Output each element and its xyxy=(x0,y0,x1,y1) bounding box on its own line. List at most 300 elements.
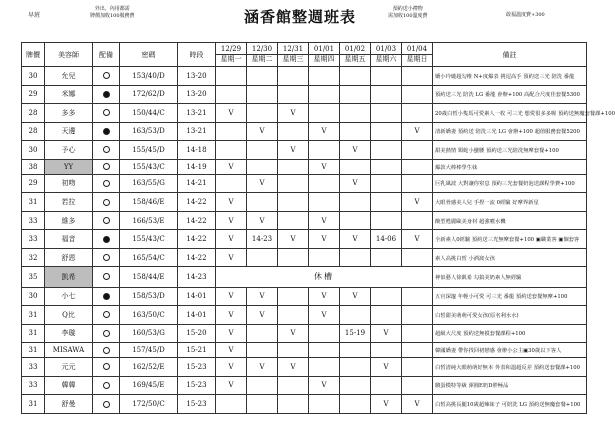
row-note: 20歲白皙小隻馬可愛素人一枚 可三光 想愛很多多喔 預約送無魔套餐課+100 xyxy=(433,104,587,123)
table-row xyxy=(22,122,587,141)
table-row xyxy=(22,193,587,212)
row-time: 14-23 xyxy=(178,267,216,287)
circle-icon xyxy=(103,109,110,116)
row-day-cell xyxy=(340,306,371,325)
day-weekday: 星期二 xyxy=(251,55,273,63)
day-weekday: 星期四 xyxy=(313,55,335,63)
row-mark xyxy=(93,85,120,104)
circle-icon xyxy=(103,72,110,79)
row-day-cell xyxy=(371,174,402,193)
row-mark xyxy=(93,395,120,414)
row-num: 32 xyxy=(22,248,45,267)
day-weekday: 星期一 xyxy=(220,55,242,63)
circle-icon xyxy=(103,199,110,206)
day-date: 12/29 xyxy=(216,45,246,55)
row-day-cell: V xyxy=(247,358,278,377)
row-num: 31 xyxy=(22,306,45,325)
row-name: 予心 xyxy=(45,141,93,160)
day-header xyxy=(371,43,402,67)
row-day-cell xyxy=(402,248,433,267)
day-header xyxy=(247,43,278,67)
row-day-cell: V xyxy=(247,122,278,141)
row-mark xyxy=(93,358,120,377)
row-num: 30 xyxy=(22,141,45,160)
day-weekday: 星期日 xyxy=(406,55,428,63)
row-day-cell xyxy=(309,174,340,193)
row-day-cell: V xyxy=(278,324,309,343)
row-num: 30 xyxy=(22,287,45,306)
row-time: 15-21 xyxy=(178,343,216,358)
row-time: 14-22 xyxy=(178,248,216,267)
row-day-cell xyxy=(371,159,402,174)
table-row xyxy=(22,358,587,377)
row-num: 38 xyxy=(22,159,45,174)
day-header xyxy=(309,43,340,67)
row-mark xyxy=(93,67,120,86)
row-day-cell xyxy=(278,122,309,141)
row-day-cell xyxy=(340,376,371,395)
day-weekday: 星期六 xyxy=(375,55,397,63)
row-note: 酸型甦麗歐美身材 超強噴水機 xyxy=(433,211,587,230)
table-row xyxy=(22,85,587,104)
row-time: 14-22 xyxy=(178,193,216,212)
row-day-cell xyxy=(216,141,247,160)
row-merged-status: 休槽 xyxy=(216,267,433,287)
row-day-cell xyxy=(309,395,340,414)
table-row xyxy=(22,141,587,160)
row-day-cell xyxy=(278,343,309,358)
row-num: 33 xyxy=(22,376,45,395)
header-service-note-line1: 外出、內用都需 xyxy=(94,6,130,12)
row-day-cell xyxy=(340,193,371,212)
row-day-cell xyxy=(278,193,309,212)
row-day-cell: V xyxy=(216,104,247,123)
circle-icon xyxy=(103,330,110,337)
row-note: 素人高挑白皙 小酒窩女孩 xyxy=(433,248,587,267)
row-day-cell xyxy=(278,306,309,325)
row-day-cell xyxy=(216,85,247,104)
row-note: 五官深邃 年輕小可愛 可三光 番龍 預約送套餐無摩+100 xyxy=(433,287,587,306)
row-day-cell xyxy=(340,395,371,414)
row-mark xyxy=(93,324,120,343)
circle-icon xyxy=(103,311,110,318)
row-time: 15-23 xyxy=(178,358,216,377)
row-time: 14-01 xyxy=(178,287,216,306)
row-time: 15-23 xyxy=(178,395,216,414)
day-date: 12/30 xyxy=(247,45,277,55)
row-note: 爆款大棒棒學生妹 xyxy=(433,159,587,174)
row-day-cell xyxy=(340,211,371,230)
table-row xyxy=(22,395,587,414)
row-day-cell: V xyxy=(216,193,247,212)
row-name: 舒曼 xyxy=(45,395,93,414)
row-mark xyxy=(93,376,120,395)
row-name: 允兒 xyxy=(45,67,93,86)
row-day-cell xyxy=(247,324,278,343)
filled-circle-icon xyxy=(103,293,110,300)
row-day-cell xyxy=(402,287,433,306)
row-name: 李璇 xyxy=(45,324,93,343)
row-code: 158/46/E xyxy=(120,193,178,212)
row-day-cell: V xyxy=(371,324,402,343)
row-day-cell: V xyxy=(309,230,340,249)
row-day-cell xyxy=(309,104,340,123)
row-day-cell xyxy=(402,358,433,377)
row-day-cell: V xyxy=(340,174,371,193)
table-row xyxy=(22,174,587,193)
row-day-cell: V xyxy=(371,358,402,377)
table-row xyxy=(22,267,587,287)
row-day-cell xyxy=(309,324,340,343)
row-day-cell xyxy=(402,174,433,193)
circle-icon xyxy=(103,217,110,224)
row-day-cell: V xyxy=(216,306,247,325)
row-day-cell: V xyxy=(309,159,340,174)
row-day-cell xyxy=(402,159,433,174)
row-day-cell: V xyxy=(247,174,278,193)
filled-circle-icon xyxy=(103,236,110,243)
row-day-cell xyxy=(216,174,247,193)
row-day-cell: 14-06 xyxy=(371,230,402,249)
day-date: 12/31 xyxy=(278,45,308,55)
row-mark xyxy=(93,104,120,123)
row-note: 白皙甜美萌萌可愛女孩(原名利水水) xyxy=(433,306,587,325)
row-day-cell: V xyxy=(247,287,278,306)
row-time: 14-22 xyxy=(178,230,216,249)
row-day-cell: V xyxy=(216,343,247,358)
row-day-cell xyxy=(340,104,371,123)
row-day-cell xyxy=(247,343,278,358)
row-day-cell: V xyxy=(309,287,340,306)
row-note: 白皙高挑長腿10歲超辣妹子 可陪洗 LG 預約送無魔套餐+100 xyxy=(433,395,587,414)
table-row xyxy=(22,343,587,358)
row-num: 33 xyxy=(22,230,45,249)
day-date: 01/03 xyxy=(371,45,401,55)
row-day-cell xyxy=(216,122,247,141)
row-day-cell xyxy=(371,306,402,325)
row-num: 31 xyxy=(22,343,45,358)
row-day-cell xyxy=(402,376,433,395)
row-num: 29 xyxy=(22,85,45,104)
row-day-cell: V xyxy=(402,122,433,141)
row-day-cell xyxy=(340,122,371,141)
row-code: 160/53/G xyxy=(120,324,178,343)
row-time: 14-22 xyxy=(178,211,216,230)
row-day-cell xyxy=(371,122,402,141)
row-day-cell xyxy=(371,193,402,212)
row-day-cell: V xyxy=(216,358,247,377)
row-day-cell xyxy=(371,287,402,306)
row-time: 15-20 xyxy=(178,324,216,343)
header-booking-note-line1: 預約送小禮物 xyxy=(392,6,423,12)
row-day-cell: V xyxy=(278,230,309,249)
col-header-code: 密碼 xyxy=(120,43,178,67)
row-time: 14-19 xyxy=(178,159,216,174)
row-day-cell: 14-23 xyxy=(247,230,278,249)
row-name: 天邊 xyxy=(45,122,93,141)
row-day-cell xyxy=(371,211,402,230)
row-day-cell xyxy=(402,211,433,230)
row-day-cell: V xyxy=(309,306,340,325)
row-mark xyxy=(93,248,120,267)
row-note: 全新素人0經驗 預約送三光無摩套餐+100 ▣職業客 ▣個套客 xyxy=(433,230,587,249)
col-header-mark: 配備 xyxy=(93,43,120,67)
row-day-cell: V xyxy=(309,211,340,230)
row-code: 158/53/D xyxy=(120,287,178,306)
row-day-cell: V xyxy=(216,287,247,306)
row-day-cell: V xyxy=(216,324,247,343)
row-day-cell xyxy=(371,376,402,395)
row-day-cell xyxy=(278,395,309,414)
row-num: 28 xyxy=(22,104,45,123)
row-day-cell xyxy=(309,85,340,104)
row-code: 172/62/D xyxy=(120,85,178,104)
row-day-cell: V xyxy=(216,230,247,249)
row-mark xyxy=(93,141,120,160)
row-day-cell xyxy=(340,248,371,267)
day-header xyxy=(216,43,247,67)
table-row xyxy=(22,248,587,267)
row-day-cell xyxy=(340,85,371,104)
row-day-cell xyxy=(371,141,402,160)
row-day-cell xyxy=(402,141,433,160)
row-num: 29 xyxy=(22,174,45,193)
row-mark xyxy=(93,193,120,212)
row-mark xyxy=(93,174,120,193)
row-day-cell xyxy=(247,193,278,212)
row-day-cell xyxy=(371,104,402,123)
row-day-cell xyxy=(371,248,402,267)
row-day-cell xyxy=(278,159,309,174)
day-weekday: 星期五 xyxy=(344,55,366,63)
circle-icon xyxy=(103,273,110,280)
row-name: YY xyxy=(45,159,93,174)
row-note: 甜美熱情 頸蛇小蠻腰 預約送三光陪洗無摩套餐+100 xyxy=(433,141,587,160)
row-mark xyxy=(93,230,120,249)
row-day-cell xyxy=(309,141,340,160)
row-code: 155/43/C xyxy=(120,159,178,174)
row-num: 31 xyxy=(22,193,45,212)
row-day-cell: V xyxy=(402,395,433,414)
row-day-cell xyxy=(402,85,433,104)
day-date: 01/04 xyxy=(402,45,432,55)
schedule-body xyxy=(22,67,615,414)
row-mark xyxy=(93,287,120,306)
row-mark xyxy=(93,122,120,141)
row-day-cell: V xyxy=(402,193,433,212)
row-note: 大眼骨感美人兒 手捏一流 0經驗 好摩界新星 xyxy=(433,193,587,212)
row-mark xyxy=(93,343,120,358)
day-header xyxy=(340,43,371,67)
row-time: 13-20 xyxy=(178,67,216,86)
row-day-cell: V xyxy=(216,159,247,174)
row-day-cell xyxy=(278,211,309,230)
row-day-cell xyxy=(402,343,433,358)
row-day-cell xyxy=(278,248,309,267)
row-day-cell xyxy=(247,67,278,86)
row-num: 31 xyxy=(22,395,45,414)
row-mark xyxy=(93,267,120,287)
row-day-cell xyxy=(371,85,402,104)
page-title: 涵香館整週班表 xyxy=(243,8,356,26)
row-code: 157/45/D xyxy=(120,343,178,358)
row-note: 超級大尺度 預約送無摸套餐課程+100 xyxy=(433,324,587,343)
row-day-cell: V xyxy=(216,211,247,230)
table-row xyxy=(22,287,587,306)
table-row xyxy=(22,159,587,174)
col-header-notes: 備註 xyxy=(433,43,587,67)
row-day-cell: V xyxy=(247,211,278,230)
row-day-cell xyxy=(278,376,309,395)
row-name: 小七 xyxy=(45,287,93,306)
row-note: 駿蛋模特等級 渾圓E奶D胖極品 xyxy=(433,376,587,395)
row-name: 米娜 xyxy=(45,85,93,104)
day-header xyxy=(278,43,309,67)
row-mark xyxy=(93,306,120,325)
shift-label: 早班 xyxy=(28,12,41,19)
header-fee-note: 敢福溫度費+300 xyxy=(506,12,545,18)
row-code: 172/50/C xyxy=(120,395,178,414)
row-day-cell: V xyxy=(278,358,309,377)
row-day-cell xyxy=(402,67,433,86)
row-day-cell xyxy=(247,104,278,123)
row-code: 155/45/D xyxy=(120,141,178,160)
row-num: 33 xyxy=(22,211,45,230)
row-time: 13-21 xyxy=(178,122,216,141)
table-row xyxy=(22,306,587,325)
row-day-cell xyxy=(402,306,433,325)
row-code: 153/40/D xyxy=(120,67,178,86)
row-num: 33 xyxy=(22,358,45,377)
row-day-cell: V xyxy=(309,122,340,141)
row-note: 白皙清純大眼萌萌好無本 外表和溫超反差 預約送套餐課+100 xyxy=(433,358,587,377)
circle-icon xyxy=(103,163,110,170)
row-code: 163/50/C xyxy=(120,306,178,325)
row-day-cell xyxy=(247,141,278,160)
row-day-cell xyxy=(402,104,433,123)
row-day-cell xyxy=(309,248,340,267)
day-date: 01/01 xyxy=(309,45,339,55)
col-header-name: 美容師 xyxy=(45,43,93,67)
row-mark xyxy=(93,211,120,230)
day-weekday: 星期三 xyxy=(282,55,304,63)
row-day-cell: V xyxy=(340,287,371,306)
row-name: 福音 xyxy=(45,230,93,249)
schedule-table xyxy=(21,42,615,414)
col-header-num: 牌價 xyxy=(22,43,45,67)
row-day-cell: V xyxy=(216,376,247,395)
header-booking-note-line2: 需加收100溫度費 xyxy=(388,13,428,19)
row-num: 31 xyxy=(22,324,45,343)
filled-circle-icon xyxy=(103,128,110,135)
row-note: 韓國嬌妻 帶你找回初戀感 會辦小公主▣30歲以下客人 xyxy=(433,343,587,358)
row-code: 165/54/C xyxy=(120,248,178,267)
row-note: 嬌小玲瓏超勾椎 N+度爆表 挑逗高手 預約送三光 陪洗 番龍 xyxy=(433,67,587,86)
table-row xyxy=(22,324,587,343)
row-day-cell xyxy=(309,358,340,377)
row-day-cell xyxy=(340,343,371,358)
table-row xyxy=(22,376,587,395)
row-num: 30 xyxy=(22,67,45,86)
row-time: 15-23 xyxy=(178,376,216,395)
row-day-cell xyxy=(278,174,309,193)
table-row xyxy=(22,230,587,249)
row-note: 神似藝人徐凱希 勾搞美奶素人無經驗 xyxy=(433,267,587,287)
header-booking-note xyxy=(388,6,428,20)
row-name: 多多 xyxy=(45,104,93,123)
row-day-cell xyxy=(371,343,402,358)
row-note: 預約送三光 陪洗 LG 番龍 會辦+100 高配合尺度佳套餐5300 xyxy=(433,85,587,104)
header-row xyxy=(22,43,587,67)
row-day-cell xyxy=(216,395,247,414)
row-num: 35 xyxy=(22,267,45,287)
row-day-cell: V xyxy=(402,230,433,249)
row-name: 若拉 xyxy=(45,193,93,212)
row-day-cell: V xyxy=(309,376,340,395)
row-code: 162/52/E xyxy=(120,358,178,377)
table-row xyxy=(22,104,587,123)
row-code: 163/55/G xyxy=(120,174,178,193)
row-day-cell xyxy=(247,248,278,267)
circle-icon xyxy=(103,363,110,370)
circle-icon xyxy=(103,254,110,261)
row-day-cell xyxy=(247,159,278,174)
row-code: 150/44/C xyxy=(120,104,178,123)
row-code: 158/44/E xyxy=(120,267,178,287)
row-name: 元元 xyxy=(45,358,93,377)
row-day-cell xyxy=(278,85,309,104)
day-header xyxy=(402,43,433,67)
circle-icon xyxy=(103,401,110,408)
row-day-cell xyxy=(340,159,371,174)
row-day-cell xyxy=(309,67,340,86)
table-row xyxy=(22,67,587,86)
day-date: 01/02 xyxy=(340,45,370,55)
row-day-cell: V xyxy=(340,141,371,160)
row-day-cell: V xyxy=(216,248,247,267)
circle-icon xyxy=(103,146,110,153)
row-name: Q比 xyxy=(45,306,93,325)
header-service-note-line2: 牌價加收100服務費 xyxy=(90,13,135,19)
row-day-cell xyxy=(247,376,278,395)
row-day-cell xyxy=(278,67,309,86)
row-day-cell xyxy=(340,67,371,86)
row-time: 13-20 xyxy=(178,85,216,104)
row-code: 163/53/D xyxy=(120,122,178,141)
row-name: 舒恩 xyxy=(45,248,93,267)
row-day-cell xyxy=(278,287,309,306)
col-header-time: 時段 xyxy=(178,43,216,67)
row-name: 凱希 xyxy=(45,267,93,287)
row-name: 維多 xyxy=(45,211,93,230)
row-code: 166/53/E xyxy=(120,211,178,230)
row-day-cell xyxy=(402,324,433,343)
filled-circle-icon xyxy=(103,91,110,98)
row-note: 巨乳風波 大對讓你窒息 預約三光套餐奶泡送課程學費+100 xyxy=(433,174,587,193)
row-day-cell xyxy=(309,193,340,212)
circle-icon xyxy=(103,180,110,187)
table-row xyxy=(22,211,587,230)
row-day-cell xyxy=(371,67,402,86)
row-day-cell: V xyxy=(247,306,278,325)
row-day-cell xyxy=(309,343,340,358)
row-day-cell xyxy=(247,395,278,414)
row-code: 169/45/E xyxy=(120,376,178,395)
row-day-cell: V xyxy=(371,395,402,414)
row-day-cell xyxy=(247,85,278,104)
row-time: 14-01 xyxy=(178,306,216,325)
row-time: 13-21 xyxy=(178,104,216,123)
